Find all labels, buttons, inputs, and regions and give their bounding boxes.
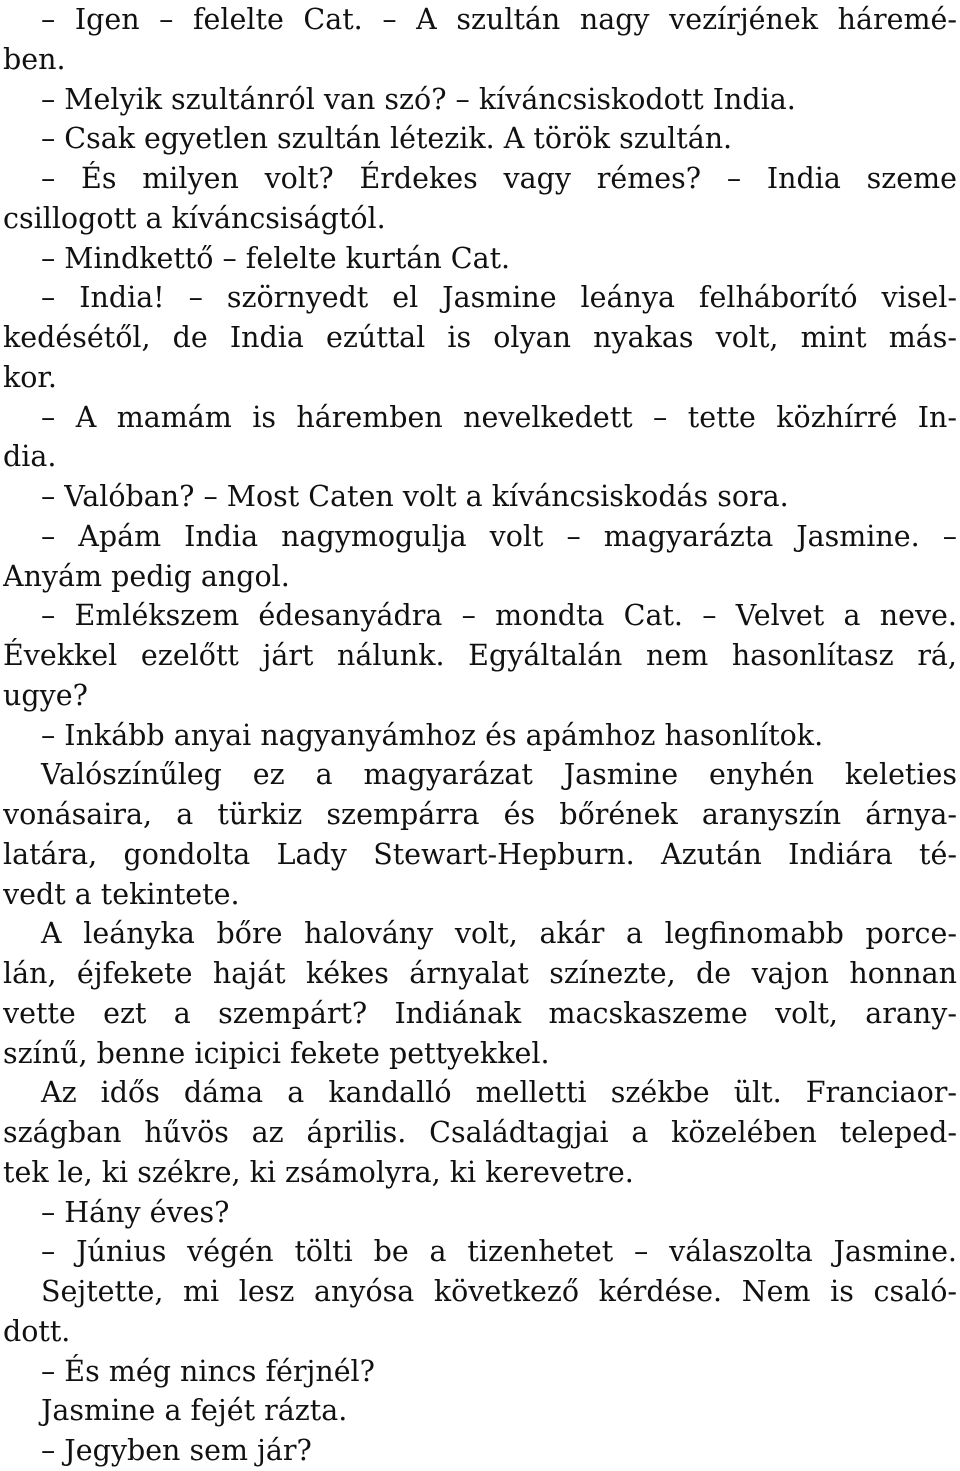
text-line: – A mamám is háremben nevelkedett – tette közhírré In- (41, 400, 957, 434)
text-line: – Csak egyetlen szultán létezik. A török szultán. (41, 122, 733, 156)
text-line: ben. (3, 42, 66, 76)
text-line: – Mindkettő – felelte kurtán Cat. (41, 241, 511, 275)
text-line: Évekkel ezelőtt járt nálunk. Egyáltalán nem hasonlítasz rá, (3, 639, 957, 672)
text-line: színű, benne icipici fekete pettyekkel. (3, 1036, 550, 1070)
text-line: dia. (3, 440, 57, 474)
text-line: szágban hűvös az április. Családtagjai a közelében teleped- (3, 1116, 957, 1149)
text-line: – India! – szörnyedt el Jasmine leánya felháborító visel- (41, 281, 957, 315)
text-line: vette ezt a szempárt? Indiának macskaszeme volt, arany- (3, 996, 957, 1030)
text-line: vonásaira, a türkiz szempárra és bőrének aranyszín árnya- (3, 798, 957, 831)
text-line: lán, éjfekete haját kékes árnyalat színezte, de vajon honnan (3, 957, 957, 990)
book-page-text (3, 0, 957, 1471)
text-line: Valószínűleg ez a magyarázat Jasmine enyhén keleties (41, 758, 957, 792)
text-line: latára, gondolta Lady Stewart-Hepburn. Azután Indiára té- (3, 837, 957, 871)
text-line: Jasmine a fejét rázta. (41, 1394, 348, 1428)
text-line: vedt a tekintete. (3, 877, 240, 911)
text-line: kedésétől, de India ezúttal is olyan nyakas volt, mint más- (3, 321, 957, 354)
text-line: tek le, ki székre, ki zsámolyra, ki kerevetre. (3, 1155, 634, 1189)
text-line: Az idős dáma a kandalló melletti székbe ült. Franciaor- (41, 1076, 957, 1110)
text-line: A leányka bőre halovány volt, akár a legfinomabb porce- (41, 917, 957, 951)
text-line: Sejtette, mi lesz anyósa következő kérdése. Nem is csaló- (41, 1275, 957, 1308)
text-line: – És milyen volt? Érdekes vagy rémes? – India szeme (41, 162, 957, 195)
text-line: – Melyik szultánról van szó? – kíváncsiskodott India. (41, 82, 796, 116)
text-line: – Valóban? – Most Caten volt a kíváncsiskodás sora. (41, 480, 789, 513)
text-line: – Inkább anyai nagyanyámhoz és apámhoz hasonlítok. (41, 718, 824, 752)
text-line: – Jegyben sem jár? (41, 1434, 312, 1467)
text-line: – Igen – felelte Cat. – A szultán nagy vezírjének háremé- (41, 3, 957, 36)
text-line: ugye? (3, 678, 88, 712)
text-line: Anyám pedig angol. (3, 559, 290, 593)
text-line: dott. (3, 1314, 71, 1348)
text-line: – Emlékszem édesanyádra – mondta Cat. – Velvet a neve. (41, 599, 957, 633)
text-line: kor. (3, 360, 57, 394)
text-line: – Június végén tölti be a tizenhetet – válaszolta Jasmine. (41, 1235, 957, 1269)
text-line: – Hány éves? (41, 1195, 230, 1229)
text-line: – És még nincs férjnél? (41, 1354, 375, 1388)
text-line: – Apám India nagymogulja volt – magyarázta Jasmine. – (41, 519, 957, 553)
text-line: csillogott a kíváncsiságtól. (3, 201, 386, 235)
